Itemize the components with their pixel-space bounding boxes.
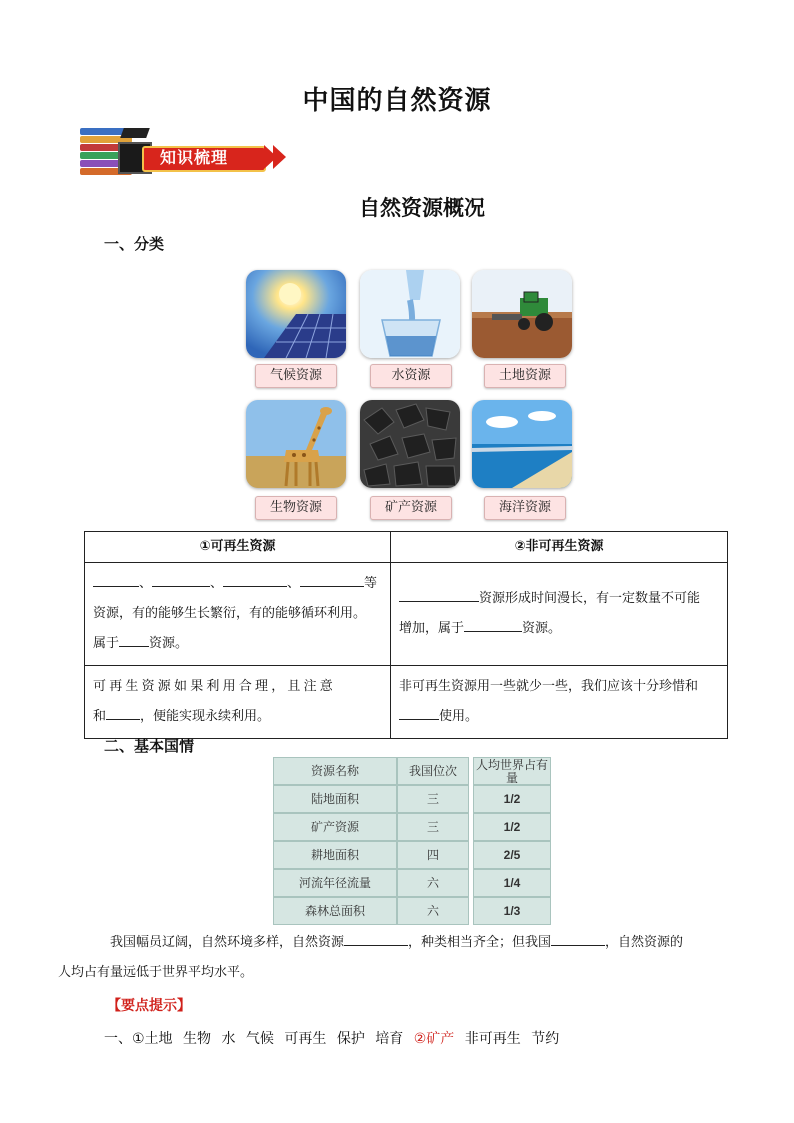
table-header-nonrenewable: ②非可再生资源 (391, 532, 728, 563)
fill-blank[interactable] (551, 931, 605, 946)
national-paragraph: 我国幅员辽阔，自然环境多样，自然资源 ，种类相当齐全；但我国 ，自然资源的 人均占有量远低于世界平均水平。 (84, 928, 730, 988)
resource-label-ocean: 海洋资源 (484, 496, 566, 520)
fill-blank[interactable] (344, 931, 408, 946)
resource-label-mineral: 矿产资源 (370, 496, 452, 520)
resource-label-bio: 生物资源 (255, 496, 337, 520)
solar-panel-sun-image (246, 270, 346, 358)
national-heading: 二、基本国情 (104, 737, 195, 755)
table-row: 矿产资源 (273, 813, 397, 841)
table-row: 2/5 (473, 841, 551, 869)
coal-image (360, 400, 460, 488)
section-banner (78, 122, 290, 178)
fill-blank[interactable] (399, 705, 439, 720)
table-row: 四 (397, 841, 469, 869)
classification-heading: 一、分类 (104, 235, 165, 253)
table-row: 1/2 (473, 813, 551, 841)
resource-type-table (84, 531, 728, 739)
resource-rank-table (273, 757, 553, 925)
fill-blank[interactable] (300, 572, 364, 587)
table-header-renewable: ①可再生资源 (85, 532, 391, 563)
table-row: 耕地面积 (273, 841, 397, 869)
fill-blank[interactable] (93, 572, 139, 587)
resource-label-land: 土地资源 (484, 364, 566, 388)
fill-blank[interactable] (399, 587, 479, 602)
table-row: 六 (397, 869, 469, 897)
table-row: 三 (397, 813, 469, 841)
tractor-field-image (472, 270, 572, 358)
table-row: 1/3 (473, 897, 551, 925)
chevron-right-icon (273, 145, 286, 169)
fill-blank[interactable] (464, 617, 522, 632)
banner-label: 知识梳理 (160, 148, 229, 167)
table-row: 1/2 (473, 785, 551, 813)
fill-blank[interactable] (119, 632, 149, 647)
table-row: 1/4 (473, 869, 551, 897)
table-row: 三 (397, 785, 469, 813)
stat-header-share: 人均世界占有量 (473, 757, 551, 785)
table-cell-renewable-use: 可再生资源如果利用合理，且注意 和 ，便能实现永续利用。 (85, 666, 391, 739)
table-row: 河流年径流量 (273, 869, 397, 897)
section-title: 自然资源概况 (359, 196, 485, 220)
stat-header-rank: 我国位次 (397, 757, 469, 785)
table-row: 森林总面积 (273, 897, 397, 925)
resource-label-climate: 气候资源 (255, 364, 337, 388)
fill-blank[interactable] (223, 572, 287, 587)
tips-title: 【要点提示】 (107, 998, 191, 1014)
table-cell-nonrenewable-use: 非可再生资源用一些就少一些，我们应该十分珍惜和 使用。 (391, 666, 728, 739)
giraffe-image (246, 400, 346, 488)
document-title: 中国的自然资源 (302, 86, 492, 116)
fill-blank[interactable] (152, 572, 210, 587)
table-cell-nonrenewable-definition: 资源形成时间漫长，有一定数量不可能 增加，属于 资源。 (391, 563, 728, 666)
beach-ocean-image (472, 400, 572, 488)
stat-header-name: 资源名称 (273, 757, 397, 785)
table-cell-renewable-definition: 、 、 、 等 资源，有的能够生长繁衍，有的能够循环利用。 属于 资源。 (85, 563, 391, 666)
table-row: 六 (397, 897, 469, 925)
resource-label-water: 水资源 (370, 364, 452, 388)
table-row: 陆地面积 (273, 785, 397, 813)
water-glass-image (360, 270, 460, 358)
fill-blank[interactable] (106, 705, 140, 720)
tips-answers: 一、①土地 生物 水 气候 可再生 保护 培育 ②矿产 非可再生 节约 (104, 1031, 560, 1047)
graduation-cap-icon (120, 128, 150, 138)
